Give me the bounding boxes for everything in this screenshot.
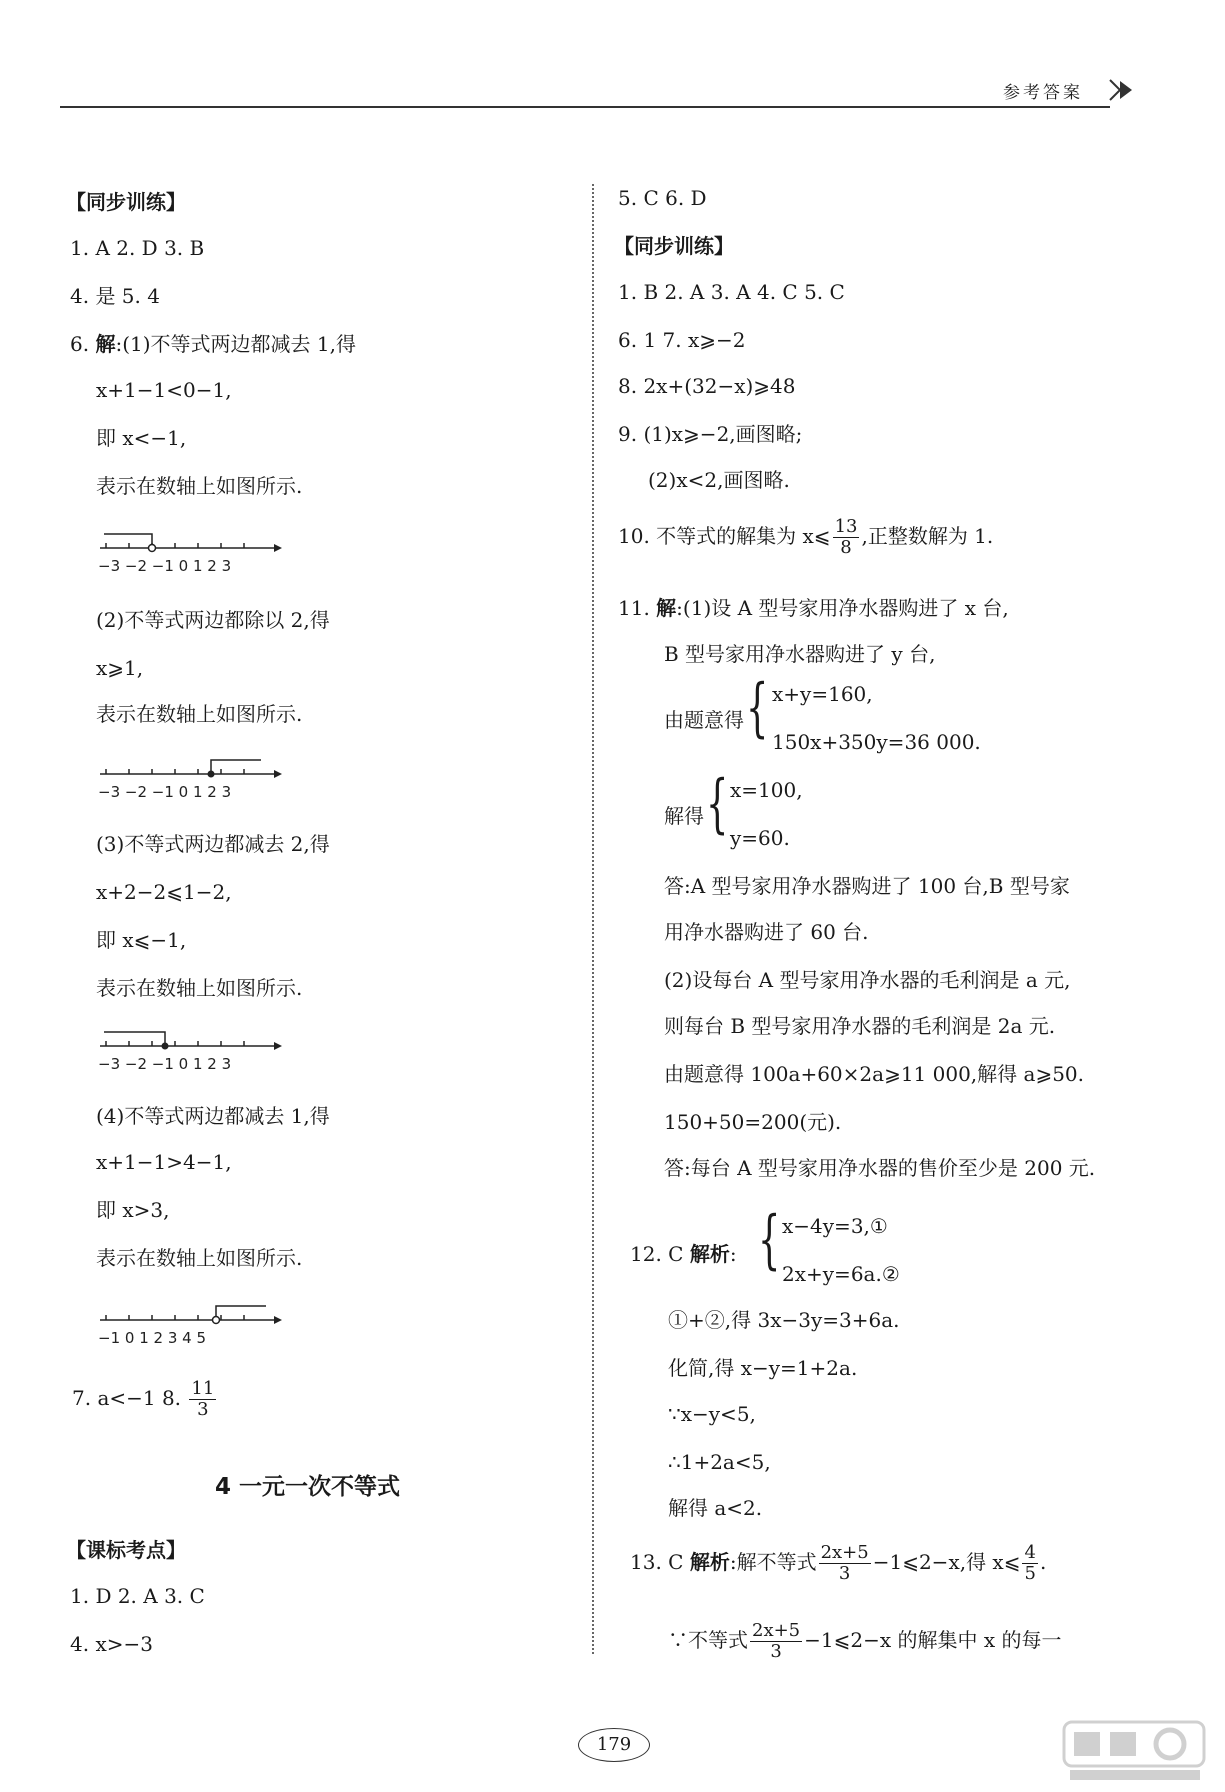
answer-line: 解得 a<2. [668, 1496, 763, 1520]
system-label: 解得 [664, 804, 704, 828]
q-text: −1⩽2−x,得 x⩽ [872, 1550, 1021, 1574]
page-number: 179 [578, 1728, 650, 1762]
answer-line [72, 1376, 218, 1420]
answer-line: 6. 1 7. x⩾−2 [618, 328, 746, 352]
fraction-numerator: 11 [191, 1378, 215, 1399]
q-text: : [729, 1242, 737, 1266]
answer-line: 表示在数轴上如图所示. [96, 474, 303, 498]
q-text: :(1)设 A 型号家用净水器购进了 x 台, [676, 596, 1009, 620]
fraction-denominator: 8 [840, 537, 852, 558]
answer-line: (3)不等式两边都减去 2,得 [96, 832, 330, 856]
fraction [189, 1379, 216, 1420]
answer-line: ①+②,得 3x−3y=3+6a. [668, 1308, 900, 1332]
answer-line: 4. x>−3 [70, 1632, 153, 1656]
answer-line: 4. 是 5. 4 [70, 284, 160, 308]
answer-line: 1. A 2. D 3. B [70, 236, 205, 260]
q-num: 6. [70, 332, 96, 356]
answer-line: 用净水器购进了 60 台. [664, 920, 869, 944]
equation: x+y=160, [772, 682, 873, 706]
q-text: :解不等式 [729, 1550, 817, 1574]
answer-line: 则每台 B 型号家用净水器的毛利润是 2a 元. [664, 1014, 1056, 1038]
answer-line: 表示在数轴上如图所示. [96, 976, 303, 1000]
answer-line: 5. C 6. D [618, 186, 707, 210]
answer-line: 即 x>3, [96, 1198, 170, 1222]
fraction [819, 1543, 871, 1584]
number-line-3 [96, 1026, 286, 1074]
header-title: 参考答案 [1003, 83, 1083, 103]
number-line-ticks: −3 −2 −1 0 1 2 3 [98, 1055, 232, 1073]
solution-label: 解 [656, 596, 677, 620]
equation: y=60. [730, 826, 790, 850]
answer-line [668, 1618, 1062, 1662]
play-arrow-icon [1108, 78, 1142, 102]
equation: x−4y=3,① [782, 1214, 888, 1238]
answer-text: 10. 不等式的解集为 x⩽ [618, 524, 831, 548]
fraction-numerator: 2x+5 [820, 1542, 869, 1563]
answer-line: 即 x<−1, [96, 426, 187, 450]
answer-line: 化简,得 x−y=1+2a. [668, 1356, 858, 1380]
q-text: ∵不等式 [668, 1628, 748, 1652]
fraction [1022, 1543, 1037, 1584]
q-text: :(1)不等式两边都减去 1,得 [115, 332, 356, 356]
fraction-numerator: 2x+5 [752, 1620, 801, 1641]
answer-line [630, 1540, 1046, 1584]
number-line-2 [96, 754, 286, 802]
column-divider [592, 184, 594, 1654]
answer-line: B 型号家用净水器购进了 y 台, [664, 642, 936, 666]
number-line-4 [96, 1300, 286, 1348]
answer-line: 即 x⩽−1, [96, 928, 187, 952]
answer-line [618, 514, 993, 558]
answer-line: x⩾1, [96, 656, 144, 680]
analysis-label: 解析 [689, 1242, 730, 1266]
solution-label: 解 [95, 332, 116, 356]
answer-line: (2)x<2,画图略. [648, 468, 790, 492]
answer-line [70, 330, 356, 358]
analysis-label: 解析 [689, 1550, 730, 1574]
answer-line: (4)不等式两边都减去 1,得 [96, 1104, 330, 1128]
answer-line [630, 1240, 737, 1268]
answer-line: 表示在数轴上如图所示. [96, 1246, 303, 1270]
number-line-1 [96, 528, 286, 576]
answer-line: 答:每台 A 型号家用净水器的售价至少是 200 元. [664, 1156, 1096, 1180]
watermark-logo [1060, 1716, 1210, 1786]
answer-line: 150+50=200(元). [664, 1110, 842, 1134]
fraction-denominator: 3 [197, 1399, 209, 1420]
q-text: . [1039, 1550, 1047, 1574]
equation: 150x+350y=36 000. [772, 730, 981, 754]
answer-line [618, 594, 1009, 622]
q-text: −1⩽2−x 的解集中 x 的每一 [804, 1628, 1062, 1652]
section-heading: 【同步训练】 [66, 190, 186, 214]
fraction [750, 1621, 802, 1662]
answer-line: (2)设每台 A 型号家用净水器的毛利润是 a 元, [664, 968, 1071, 992]
q-num: 13. C [630, 1550, 690, 1574]
number-line-ticks: −1 0 1 2 3 4 5 [98, 1329, 206, 1347]
fraction-numerator: 4 [1024, 1542, 1036, 1563]
answer-line: 1. D 2. A 3. C [70, 1584, 205, 1608]
answer-line: 表示在数轴上如图所示. [96, 702, 303, 726]
answer-line: 9. (1)x⩾−2,画图略; [618, 422, 803, 446]
equation: 2x+y=6a.② [782, 1262, 900, 1286]
fraction-numerator: 13 [834, 516, 858, 537]
fraction-denominator: 5 [1024, 1563, 1036, 1584]
q-num: 12. C [630, 1242, 690, 1266]
answer-text: 7. a<−1 8. [72, 1386, 182, 1410]
equation: x=100, [730, 778, 803, 802]
answer-line: 1. B 2. A 3. A 4. C 5. C [618, 280, 845, 304]
answer-line: (2)不等式两边都除以 2,得 [96, 608, 330, 632]
answer-line: x+1−1>4−1, [96, 1150, 232, 1174]
answer-line: x+1−1<0−1, [96, 378, 232, 402]
fraction-denominator: 3 [770, 1641, 782, 1662]
chapter-title: 4 一元一次不等式 [215, 1474, 401, 1500]
fraction-denominator: 3 [838, 1563, 851, 1584]
q-num: 11. [618, 596, 657, 620]
answer-line: 8. 2x+(32−x)⩾48 [618, 374, 796, 398]
answer-text: ,正整数解为 1. [861, 524, 994, 548]
answer-line: ∵x−y<5, [668, 1402, 756, 1426]
section-heading: 【课标考点】 [66, 1538, 186, 1562]
answer-line: x+2−2⩽1−2, [96, 880, 232, 904]
system-label: 由题意得 [664, 708, 744, 732]
number-line-ticks: −3 −2 −1 0 1 2 3 [98, 783, 232, 801]
header-rule [60, 106, 1110, 108]
fraction [833, 517, 860, 558]
answer-line: 由题意得 100a+60×2a⩾11 000,解得 a⩾50. [664, 1062, 1085, 1086]
number-line-ticks: −3 −2 −1 0 1 2 3 [98, 557, 232, 575]
answer-line: 答:A 型号家用净水器购进了 100 台,B 型号家 [664, 874, 1070, 898]
answer-line: ∴1+2a<5, [668, 1450, 771, 1474]
section-heading: 【同步训练】 [614, 234, 734, 258]
